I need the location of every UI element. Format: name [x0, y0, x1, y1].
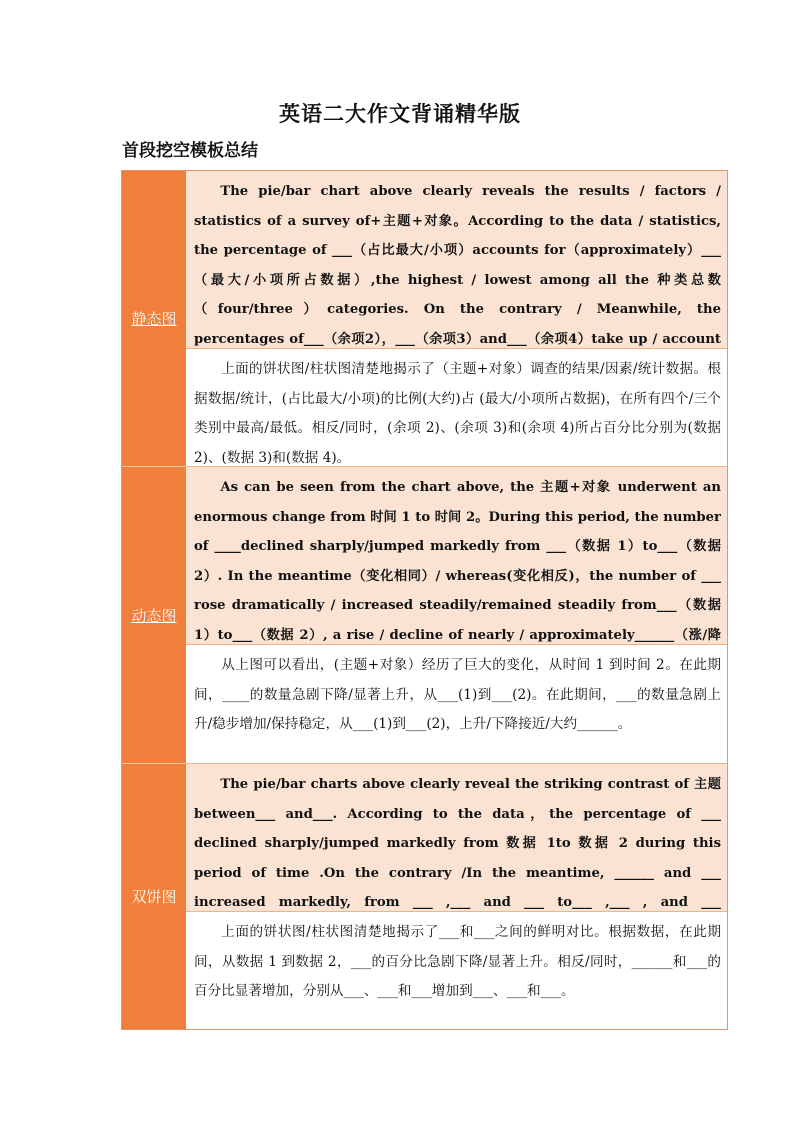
english-paragraph: The pie/bar chart above clearly reveals the results / factors / statistics of a survey of+主题+对象。According to the data / statistics, the percentage of ___（占比最大/小项）accounts for（approximately）___（最大/小项所占数据）,the highest / lowest among all the 种类总数（four/three）categories. On the contrary / Meanwhile, the percentages of___（余项2），___（余项3）and___（余项4）take up / account [194, 184, 721, 347]
section-heading: 首段挖空模板总结 [122, 141, 258, 161]
chinese-translation-dynamic [186, 645, 727, 764]
row-label-static [122, 171, 186, 467]
row-label-text: 动态图 [131, 606, 177, 625]
row-label-text: 双饼图 [131, 888, 177, 906]
english-template-double-pie [186, 764, 727, 912]
row-label-double-pie [122, 764, 186, 1029]
template-table [121, 170, 728, 1030]
english-paragraph: As can be seen from the chart above, the 主题+对象 underwent an enormous change from 时间 1 to 时间 2。During this period, the number of ____declined sharply/jumped markedly from ___（数据 1）to___（数据 2）. In the meantime（变化相同）/ whereas(变化相反)，the number of ___ rose dramatically / increased steadily/remained steadily from___（数据 1）to___（数据 2）, a rise / decline of nearly / approximately______（涨/降 [194, 480, 721, 643]
chinese-paragraph: 上面的饼状图/柱状图清楚地揭示了（主题+对象）调查的结果/因素/统计数据。根据数据/统计，(占比最大/小项)的比例(大约)占 (最大/小项所占数据)，在所有四个/三个类别中最高/最低。相反/同时，(余项 2)、(余项 3)和(余项 4)所占百分比分别为(数据 2)、(数据 3)和(数据 4)。 [194, 361, 721, 466]
chinese-translation-double-pie [186, 912, 727, 1029]
english-template-static [186, 171, 727, 349]
row-label-text: 静态图 [131, 310, 177, 328]
table-row-dynamic [122, 467, 727, 764]
table-row-static [122, 171, 727, 467]
english-template-dynamic [186, 467, 727, 645]
page-title: 英语二大作文背诵精华版 [279, 102, 521, 126]
chinese-paragraph: 从上图可以看出，(主题+对象）经历了巨大的变化，从时间 1 到时间 2。在此期间，____的数量急剧下降/显著上升，从___(1)到___(2)。在此期间，___的数量急剧上升/稳步增加/保持稳定，从___(1)到___(2)，上升/下降接近/大约______。 [194, 657, 721, 733]
row-label-dynamic [122, 467, 186, 764]
chinese-translation-static [186, 349, 727, 467]
chinese-paragraph: 上面的饼状图/柱状图清楚地揭示了___和___之间的鲜明对比。根据数据，在此期间，从数据 1 到数据 2，___的百分比急剧下降/显著上升。相反/同时，______和___的百分比显著增加，分别从___、___和___增加到___、___和___。 [194, 924, 721, 1000]
table-row-double-pie [122, 764, 727, 1029]
english-paragraph: The pie/bar charts above clearly reveal the striking contrast of 主题 between___ and___. According to the data，the percentage of ___ declined sharply/jumped markedly from 数据 1to 数据 2 during this period of time .On the contrary /In the meantime, ______ and ___ increased markedly, from ___ ,___ and ___ to___ ,___ , and ___ [194, 777, 721, 911]
